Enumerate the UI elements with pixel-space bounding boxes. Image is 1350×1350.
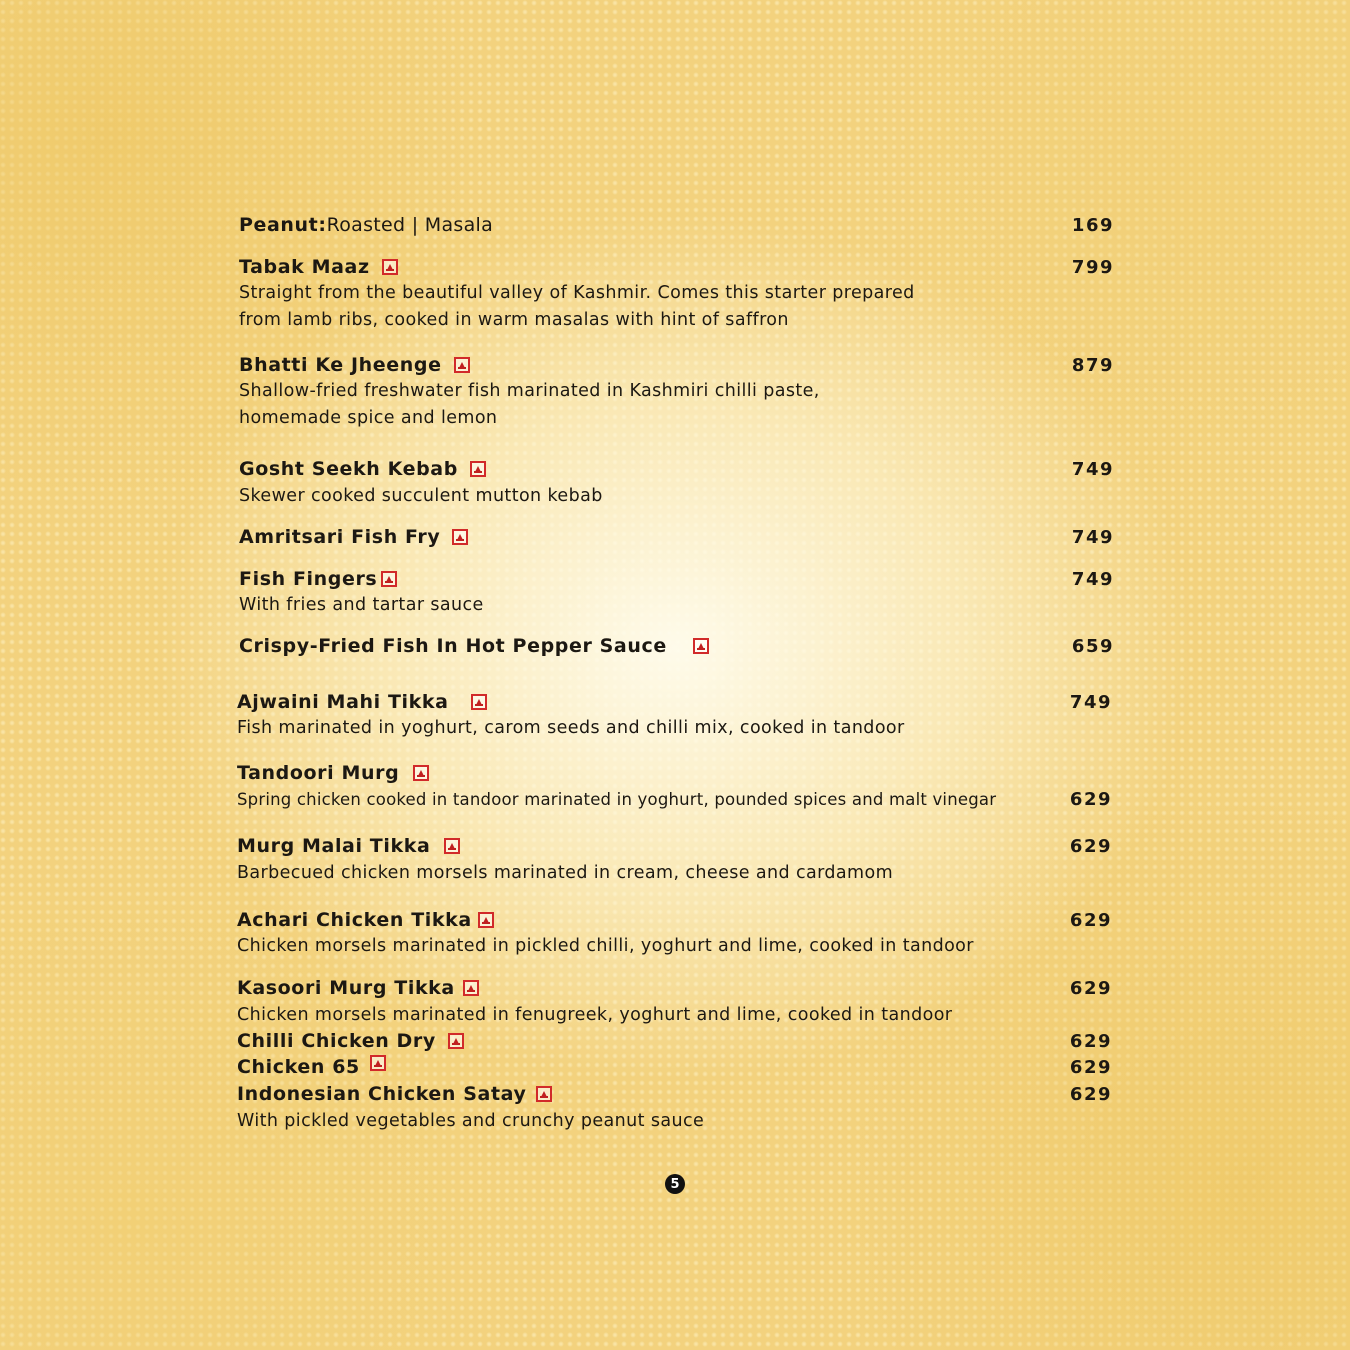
item-price: 749 [1069, 691, 1112, 713]
item-description: Spring chicken cooked in tandoor marinated in yoghurt, pounded spices and malt vinegar [237, 789, 997, 809]
item-description: Shallow-fried freshwater fish marinated in Kashmiri chilli paste, [239, 381, 820, 401]
item-name: Chicken 65 [237, 1056, 360, 1078]
non-veg-icon [444, 838, 460, 854]
item-price: 629 [1069, 1056, 1112, 1078]
non-veg-icon [452, 529, 468, 545]
item-description: Fish marinated in yoghurt, carom seeds and chilli mix, cooked in tandoor [237, 718, 905, 738]
item-name: Murg Malai Tikka [237, 835, 431, 857]
item-price: 799 [1071, 256, 1114, 278]
item-name: Bhatti Ke Jheenge [239, 354, 442, 376]
item-price: 659 [1071, 635, 1114, 657]
menu-item-murg-malai-tikka [237, 833, 1112, 859]
item-price: 629 [1069, 1030, 1112, 1052]
item-description: With pickled vegetables and crunchy peanut sauce [237, 1111, 705, 1131]
menu-item-chicken-65 [237, 1054, 1112, 1080]
item-price: 749 [1071, 568, 1114, 590]
item-name: Chilli Chicken Dry [237, 1030, 436, 1052]
item-description: Straight from the beautiful valley of Kashmir. Comes this starter prepared [239, 283, 915, 303]
non-veg-icon [454, 357, 470, 373]
menu-item-bhatti-ke-jheenge [239, 352, 1114, 378]
item-price: 749 [1071, 526, 1114, 548]
non-veg-icon [470, 461, 486, 477]
item-description: Skewer cooked succulent mutton kebab [239, 486, 603, 506]
item-name: Gosht Seekh Kebab [239, 458, 458, 480]
menu-item-kasoori-murg-tikka [237, 975, 1112, 1001]
item-name: Indonesian Chicken Satay [237, 1083, 527, 1105]
menu-item-crispy-fried-fish [239, 633, 1114, 659]
page-number-digit: 5 [670, 1176, 680, 1192]
item-name: Kasoori Murg Tikka [237, 977, 455, 999]
non-veg-icon [478, 912, 494, 928]
item-name: Crispy-Fried Fish In Hot Pepper Sauce [239, 635, 667, 657]
non-veg-icon [413, 765, 429, 781]
non-veg-icon [463, 980, 479, 996]
menu-item-indonesian-chicken-satay [237, 1081, 1112, 1107]
non-veg-icon [381, 571, 397, 587]
item-price: 629 [1069, 835, 1112, 857]
item-name: Achari Chicken Tikka [237, 909, 472, 931]
item-price: 629 [1069, 977, 1112, 999]
item-name: Amritsari Fish Fry [239, 526, 441, 548]
page-number [665, 1174, 685, 1194]
item-name: Tandoori Murg [237, 762, 400, 784]
item-price: 749 [1071, 458, 1114, 480]
item-description: from lamb ribs, cooked in warm masalas with hint of saffron [239, 310, 789, 330]
menu-item-tabak-maaz [239, 254, 1114, 280]
menu-item-amritsari-fish-fry [239, 524, 1114, 550]
item-name: Ajwaini Mahi Tikka [237, 691, 449, 713]
item-price: 629 [1069, 909, 1112, 931]
item-price: 629 [1069, 788, 1112, 810]
item-description: With fries and tartar sauce [239, 595, 484, 615]
non-veg-icon [382, 259, 398, 275]
menu-item-fish-fingers [239, 566, 1114, 592]
item-description: Barbecued chicken morsels marinated in cream, cheese and cardamom [237, 863, 894, 883]
item-name: Fish Fingers [239, 568, 378, 590]
item-name: Peanut: [239, 214, 327, 236]
item-description: Chicken morsels marinated in fenugreek, yoghurt and lime, cooked in tandoor [237, 1005, 953, 1025]
non-veg-icon [448, 1033, 464, 1049]
menu-item-achari-chicken-tikka [237, 907, 1112, 933]
item-price: 879 [1071, 354, 1114, 376]
item-price: 629 [1069, 1083, 1112, 1105]
item-description: homemade spice and lemon [239, 408, 498, 428]
menu-item-ajwaini-mahi-tikka [237, 689, 1112, 715]
menu-item-tandoori-murg-detail [237, 786, 1112, 812]
non-veg-icon [536, 1086, 552, 1102]
item-price: 169 [1071, 214, 1114, 236]
non-veg-icon [370, 1055, 386, 1071]
menu-item-tandoori-murg [237, 760, 1112, 786]
item-description: Chicken morsels marinated in pickled chilli, yoghurt and lime, cooked in tandoor [237, 936, 974, 956]
menu-item-gosht-seekh-kebab [239, 456, 1114, 482]
menu-item-chilli-chicken-dry [237, 1028, 1112, 1054]
menu-item-peanut [239, 212, 1114, 238]
item-variants: Roasted | Masala [326, 214, 494, 236]
non-veg-icon [693, 638, 709, 654]
item-name: Tabak Maaz [239, 256, 370, 278]
non-veg-icon [471, 694, 487, 710]
